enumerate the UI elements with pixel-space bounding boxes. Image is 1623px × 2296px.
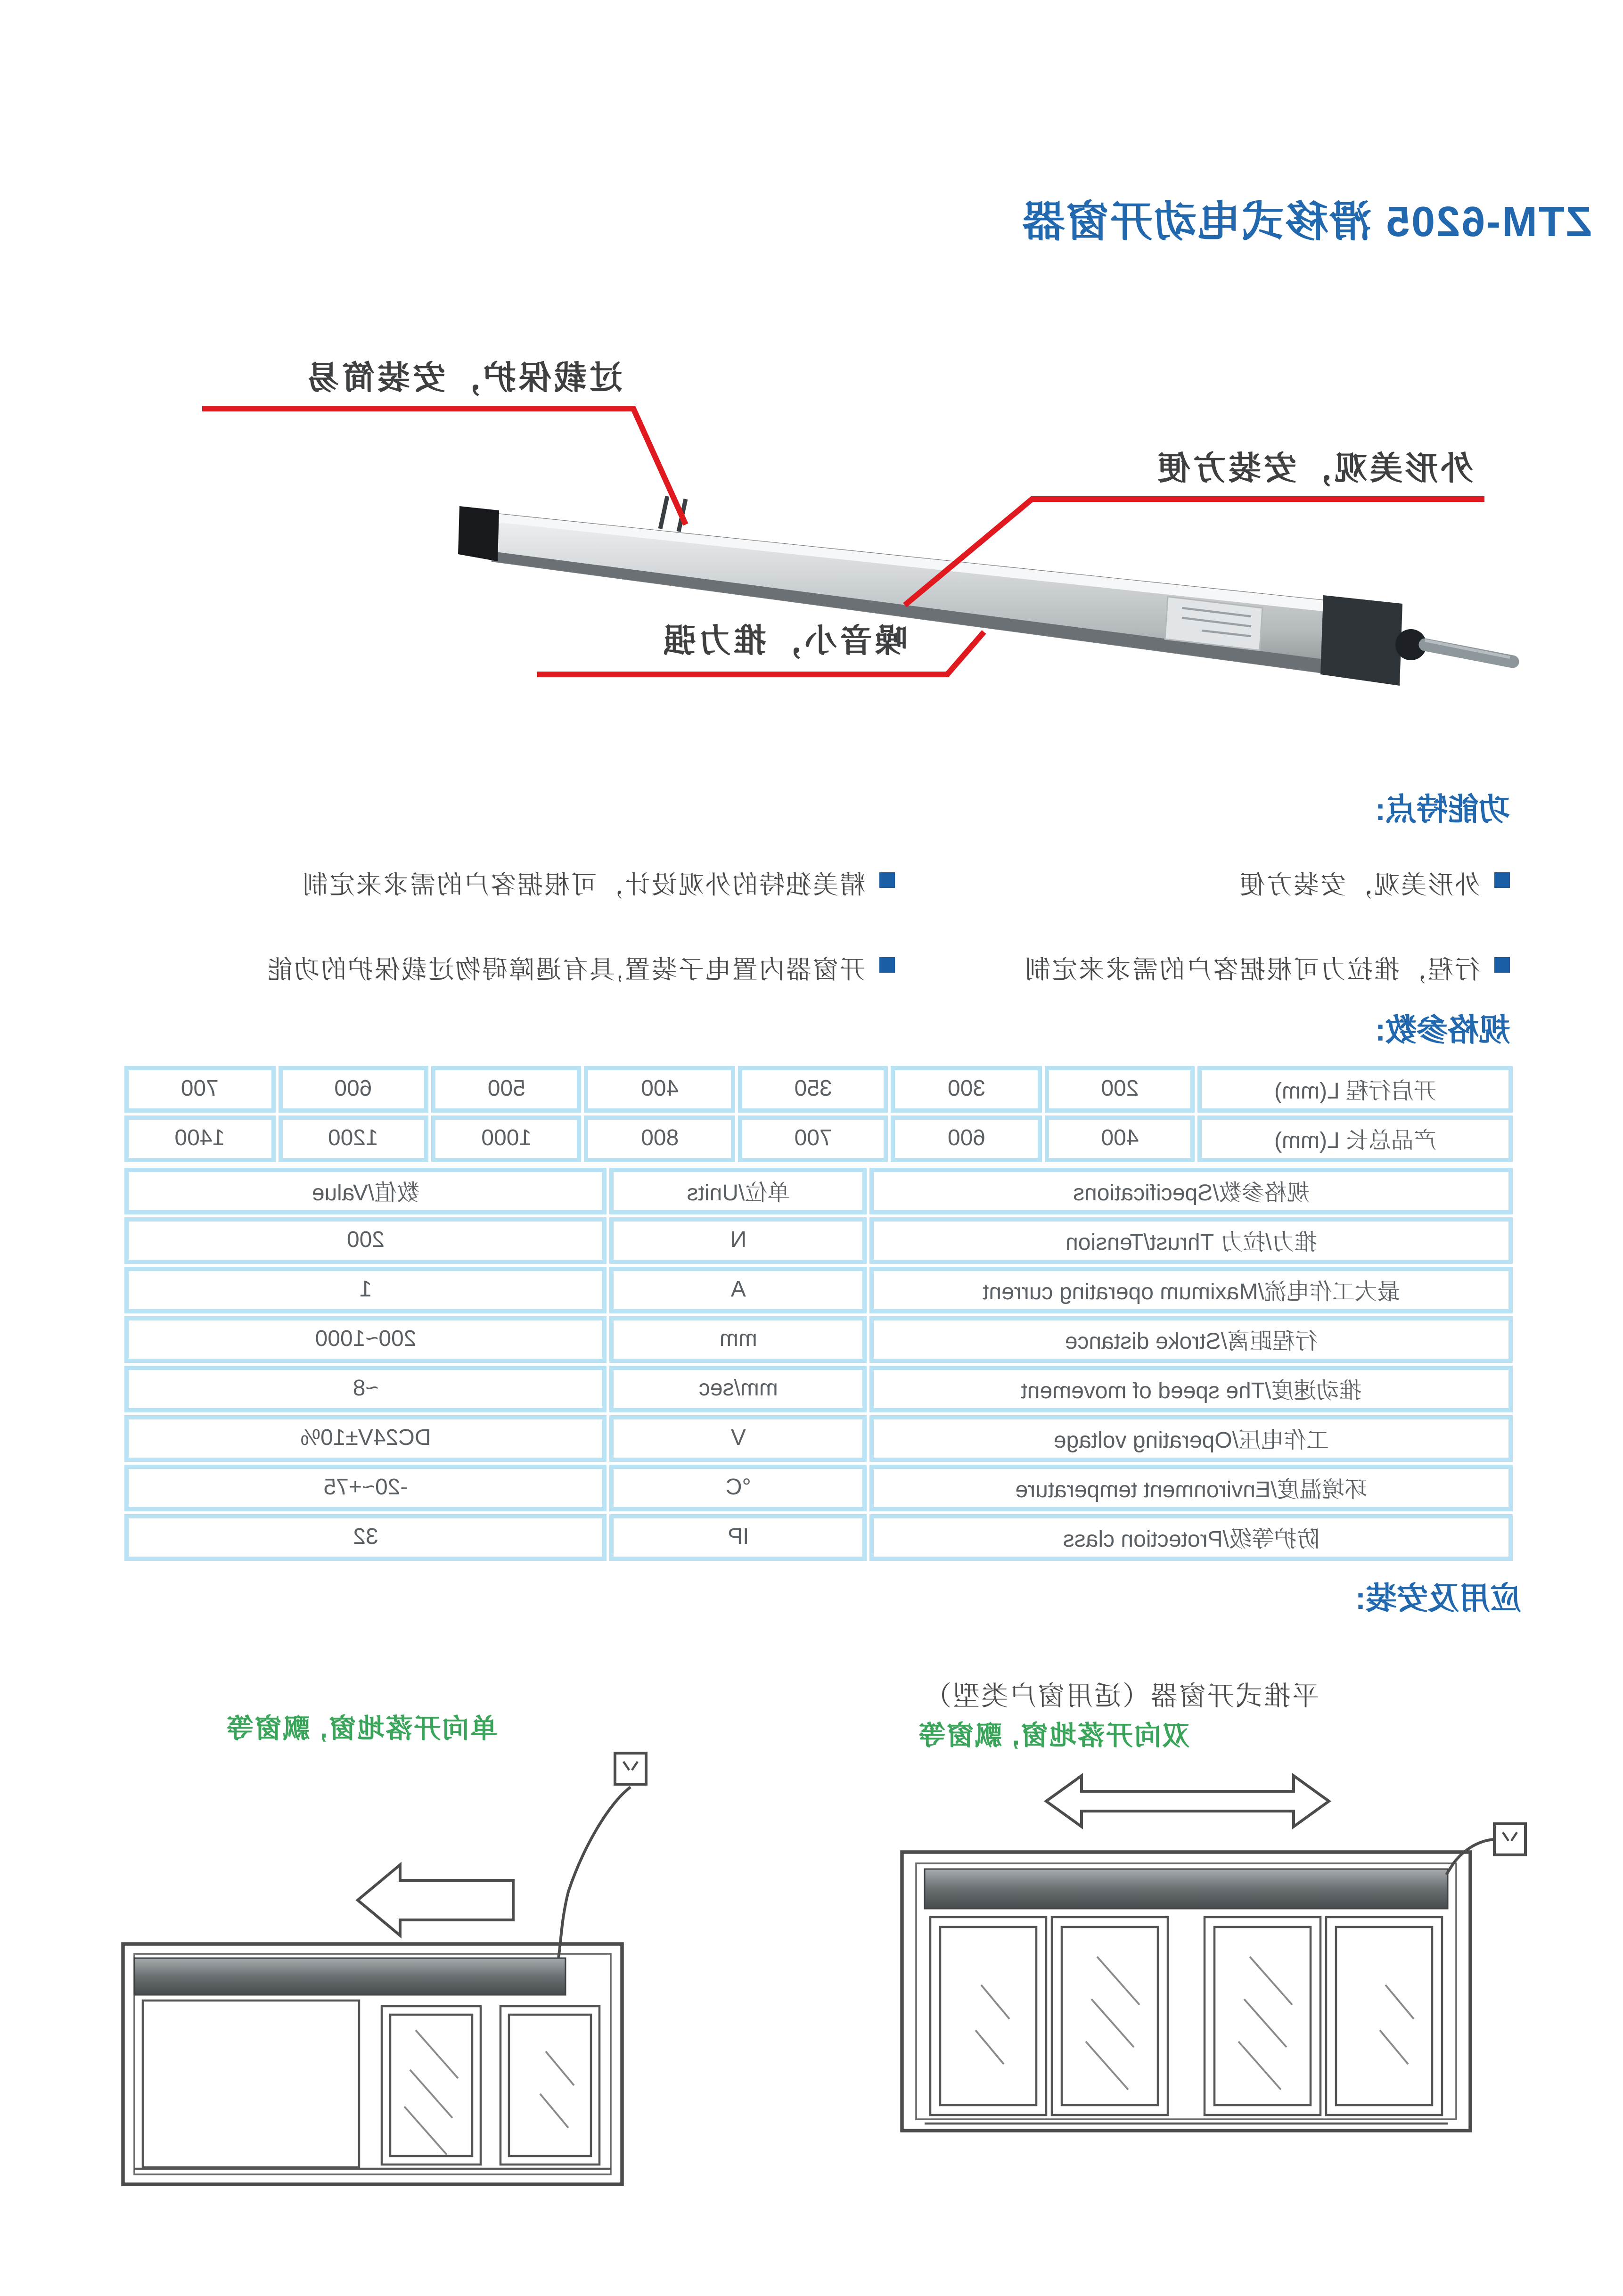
parameter-row <box>124 1267 1513 1313</box>
application-heading: 应用及安装: <box>1355 1581 1521 1616</box>
table-cell: 700 <box>124 1066 275 1113</box>
table-cell: ~8 <box>124 1366 607 1412</box>
glass-reflection-lines <box>975 1957 1414 2090</box>
diagram-bidirectional <box>877 1640 1527 2234</box>
table-cell: 500 <box>431 1066 582 1113</box>
table-cell: 200 <box>124 1217 607 1264</box>
photo-label-noise: 噪音小，推力强 <box>660 622 908 659</box>
wall-switch-icon <box>615 1753 646 1784</box>
diagram-caption: 单向开落地窗, 飘窗等 <box>225 1715 498 1745</box>
parameter-row <box>124 1415 1513 1462</box>
table-cell: 300 <box>891 1066 1041 1113</box>
parameter-row <box>124 1366 1513 1412</box>
feature-text: 行程，推拉力可根据客户的需求来定制 <box>1024 956 1480 984</box>
table-cell: 200~1000 <box>124 1316 607 1363</box>
table-cell: N <box>610 1217 867 1264</box>
leader-line-overload <box>202 409 686 525</box>
table-cell: 行程距离/Stroke distance <box>870 1316 1513 1363</box>
table-cell: 350 <box>738 1066 888 1113</box>
parameter-row <box>124 1465 1513 1511</box>
double-arrow-icon <box>1046 1776 1329 1827</box>
table-cell: 600 <box>891 1115 1041 1162</box>
table-cell: 800 <box>584 1115 735 1162</box>
product-photo-block <box>82 318 1538 756</box>
feature-text: 精美独特的外观设计，可根据客户的需求来定制 <box>301 871 865 899</box>
parameter-row <box>124 1514 1513 1561</box>
photo-label-overload: 过载保护，安装简易 <box>304 359 622 396</box>
window-panes <box>134 2001 611 2169</box>
right-arrow-icon <box>358 1865 513 1935</box>
table-cell: 工作电压/Operating voltage <box>870 1415 1513 1462</box>
stroke-row <box>124 1066 1513 1113</box>
window-panes <box>925 1917 1448 2124</box>
parameters-table <box>122 1165 1516 1564</box>
specs-heading: 规格参数: <box>1375 1012 1510 1048</box>
bullet-square-icon <box>879 872 895 888</box>
header-row <box>124 1168 1513 1214</box>
table-cell: 推力/拉力 Thrust/Tension <box>870 1217 1513 1264</box>
feature-text: 开窗器内置电子装置,具有遇障碍物过载保护的功能 <box>266 956 865 984</box>
bullet-square-icon <box>879 957 895 973</box>
length-row <box>124 1115 1513 1162</box>
table-cell: 600 <box>278 1066 428 1113</box>
table-cell: A <box>610 1267 867 1313</box>
bidirectional-window-illustration <box>877 1640 1527 2234</box>
table-cell: IP <box>610 1514 867 1561</box>
specs-table-block <box>122 1063 1516 1564</box>
table-cell: 1000 <box>431 1115 582 1162</box>
window-opener-bar <box>925 1869 1448 1909</box>
feature-item <box>266 950 895 987</box>
table-cell: -20~+75 <box>124 1465 607 1511</box>
parameter-row <box>124 1217 1513 1264</box>
table-cell: 1 <box>124 1267 607 1313</box>
diagram-title: 平推式开窗器（适用窗户类型） <box>923 1682 1320 1712</box>
feature-item <box>1238 865 1510 902</box>
single-window-illustration <box>82 1668 648 2234</box>
table-cell: °C <box>610 1465 867 1511</box>
open-pane <box>143 2001 359 2167</box>
table-cell: 数值/Value <box>124 1168 607 1214</box>
table-cell: 规格参数/Specifications <box>870 1168 1513 1214</box>
table-cell: 推动速度/The speed of movement <box>870 1366 1513 1412</box>
motor-housing <box>1320 595 1402 686</box>
table-cell: 最大工作电流/Maximum operating current <box>870 1267 1513 1313</box>
table-cell: 1200 <box>278 1115 428 1162</box>
wall-switch-icon <box>1494 1824 1525 1855</box>
table-cell: DC24V±10% <box>124 1415 607 1462</box>
photo-label-appearance: 外形美观，安装方便 <box>1155 450 1473 486</box>
parameter-row <box>124 1316 1513 1363</box>
bullet-square-icon <box>1494 957 1510 973</box>
table-cell: 32 <box>124 1514 607 1561</box>
table-cell: mm <box>610 1316 867 1363</box>
page-title: ZTM-6205 滑移式电动开窗器 <box>1021 199 1592 246</box>
product-photo-illustration <box>82 318 1538 756</box>
table-cell: 产品总长 L(mm) <box>1198 1115 1513 1162</box>
diagram-single-direction <box>82 1668 648 2234</box>
table-cell: 400 <box>584 1066 735 1113</box>
bullet-square-icon <box>1494 872 1510 888</box>
table-cell: 200 <box>1045 1066 1195 1113</box>
end-cap <box>458 506 499 561</box>
table-cell: 400 <box>1045 1115 1195 1162</box>
table-cell: 1400 <box>124 1115 275 1162</box>
window-opener-bar <box>134 1958 566 1995</box>
feature-item <box>1024 950 1510 987</box>
feature-item <box>301 865 895 902</box>
table-cell: 700 <box>738 1115 888 1162</box>
table-cell: V <box>610 1415 867 1462</box>
glass-reflection-lines <box>404 2030 574 2155</box>
diagram-subtitle: 双向开落地窗, 飘窗等 <box>917 1722 1189 1752</box>
table-cell: mm/sec <box>610 1366 867 1412</box>
feature-text: 外形美观，安装方便 <box>1238 871 1480 899</box>
table-cell: 防护等级/Protection class <box>870 1514 1513 1561</box>
features-heading: 功能特点: <box>1375 792 1510 827</box>
stroke-length-table <box>122 1063 1516 1165</box>
power-cable <box>1425 645 1513 662</box>
table-cell: 环境温度/Environment temperature <box>870 1465 1513 1511</box>
table-cell: 开启行程 L(mm) <box>1198 1066 1513 1113</box>
switch-cable <box>558 1787 631 1958</box>
table-cell: 单位/Units <box>610 1168 867 1214</box>
